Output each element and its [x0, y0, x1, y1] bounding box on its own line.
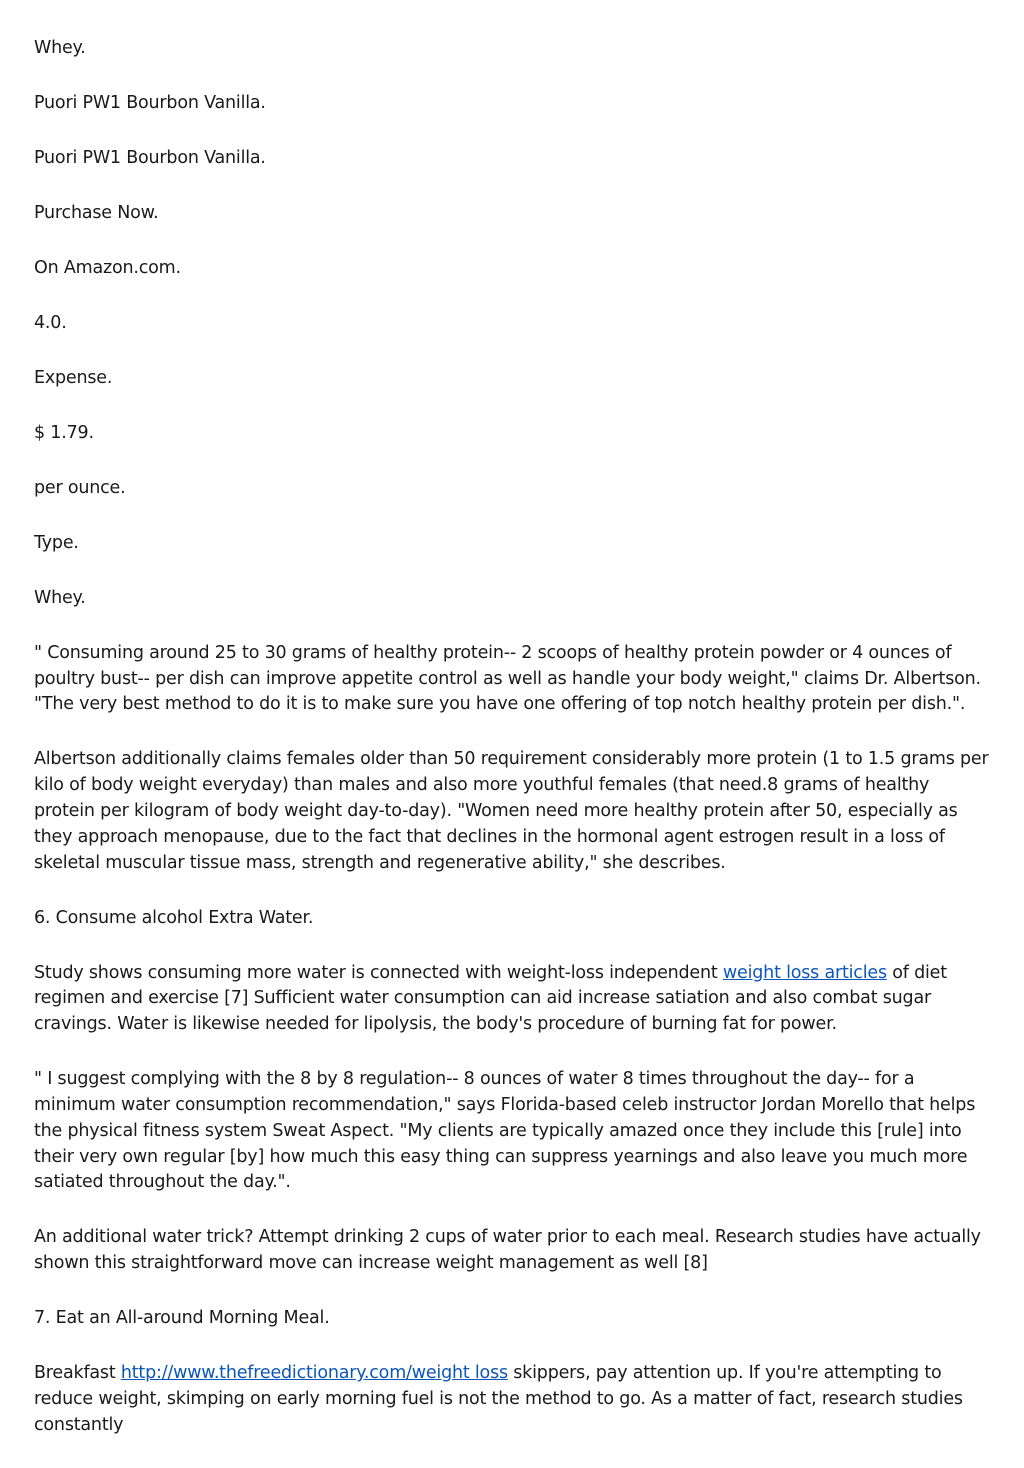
paragraph-text: Study shows consuming more water is connected with weight-loss independent	[34, 962, 723, 983]
section-heading-drink-water: 6. Consume alcohol Extra Water.	[34, 907, 314, 928]
document-body	[34, 36, 989, 1468]
paragraph-water-quote: " I suggest complying with the 8 by 8 regulation-- 8 ounces of water 8 times throughout the day-- for a minimum water consumption recommendation," says Florida-based celeb instructor Jordan Morello that helps the physical fitness system Sweat Aspect. "My clients are typically amazed once they include this [rule] into their very own regular [by] how much this easy thing can suppress yearnings and also leave you much more satiated throughout the day.".	[34, 1069, 976, 1193]
text-line-rating: 4.0.	[34, 312, 67, 333]
text-line-price: $ 1.79.	[34, 422, 94, 443]
text-line-expense-label: Expense.	[34, 367, 113, 388]
freedictionary-link[interactable]: http://www.thefreedictionary.com/weight loss	[120, 1363, 508, 1384]
paragraph-text: of diet regimen and exercise [7] Sufficient water consumption can aid increase satiation and also combat sugar cravings. Water is likewise needed for lipolysis, the body's procedure of burning fat for power.	[34, 962, 947, 1035]
paragraph-text: Breakfast	[34, 1363, 121, 1384]
paragraph-water-trick: An additional water trick? Attempt drinking 2 cups of water prior to each meal. Research studies have actually shown this straightforward move can increase weight management as well [8]	[34, 1227, 981, 1274]
paragraph-albertson: Albertson additionally claims females older than 50 requirement considerably more protein (1 to 1.5 grams per kilo of body weight everyday) than males and also more youthful females (that need.8 grams of healthy protein per kilogram of body weight day-to-day). "Women need more healthy protein after 50, especially as they approach menopause, due to the fact that declines in the hormonal agent estrogen result in a loss of skeletal muscular tissue mass, strength and regenerative ability," she describes.	[34, 749, 989, 873]
text-line-price-unit: per ounce.	[34, 477, 126, 498]
text-line-type-label: Type.	[34, 532, 79, 553]
text-line-product-name: Puori PW1 Bourbon Vanilla.	[34, 92, 266, 113]
paragraph-protein-quote: " Consuming around 25 to 30 grams of healthy protein-- 2 scoops of healthy protein powder or 4 ounces of poultry bust-- per dish can improve appetite control as well as handle your body weight," claims Dr. Albertson. "The very best method to do it is to make sure you have one offering of top notch healthy protein per dish.".	[34, 642, 981, 715]
section-heading-breakfast: 7. Eat an All-around Morning Meal.	[34, 1308, 330, 1329]
paragraph-water-study	[34, 961, 989, 1038]
weight-loss-articles-link[interactable]: weight loss articles	[722, 962, 887, 983]
paragraph-breakfast	[34, 1361, 989, 1438]
text-line-purchase-now: Purchase Now.	[34, 202, 159, 223]
text-line-retailer: On Amazon.com.	[34, 257, 181, 278]
text-line-type-value: Whey.	[34, 587, 86, 608]
paragraph-text: skippers, pay attention up. If you're attempting to reduce weight, skimping on early morning fuel is not the method to go. As a matter of fact, research studies constantly	[34, 1363, 963, 1435]
text-line-whey: Whey.	[34, 38, 86, 58]
text-line-product-name-repeat: Puori PW1 Bourbon Vanilla.	[34, 147, 266, 168]
